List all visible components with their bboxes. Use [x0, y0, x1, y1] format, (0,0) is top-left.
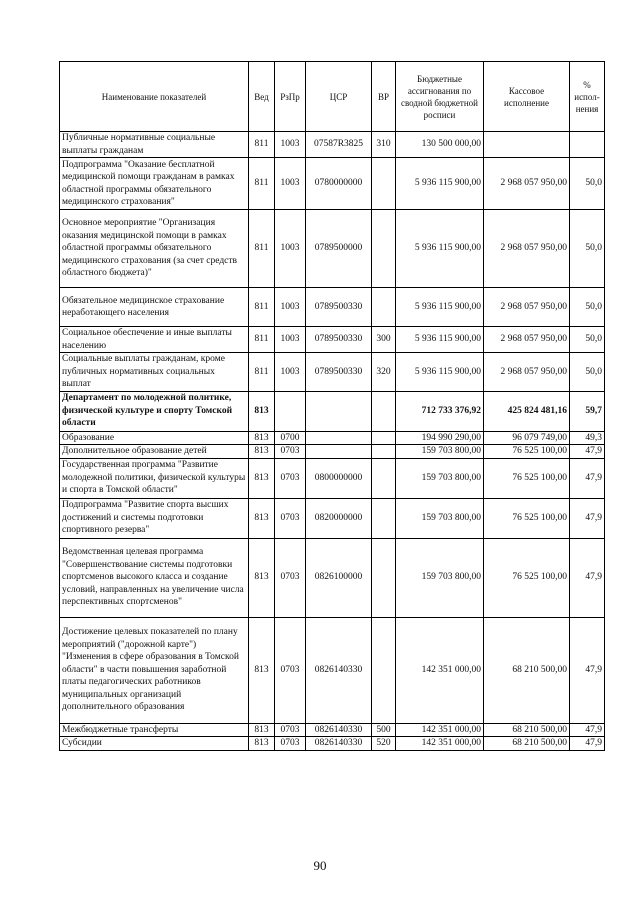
cell-rzpr: 0700 — [275, 431, 306, 445]
cell-vr: 520 — [372, 737, 396, 751]
cell-csr: 0826140330 — [306, 617, 372, 723]
cell-name: Социальное обеспечение и иные выплаты населению — [60, 327, 249, 353]
cell-pct: 47,9 — [570, 737, 605, 751]
cell-vr — [372, 431, 396, 445]
cell-ved: 811 — [249, 158, 275, 210]
cell-budget: 142 351 000,00 — [396, 723, 484, 737]
table-row — [60, 498, 605, 538]
cell-csr: 0800000000 — [306, 458, 372, 498]
cell-cash: 76 525 100,00 — [484, 498, 570, 538]
cell-pct: 47,9 — [570, 445, 605, 459]
cell-vr: 500 — [372, 723, 396, 737]
cell-rzpr: 0703 — [275, 458, 306, 498]
cell-budget: 159 703 800,00 — [396, 498, 484, 538]
cell-ved: 813 — [249, 391, 275, 431]
header-name: Наименование показателей — [60, 62, 249, 132]
cell-cash: 2 968 057 950,00 — [484, 158, 570, 210]
cell-name: Достижение целевых показателей по плану мероприятий ("дорожной карте") "Изменения в сфере образования в Томской области" в части повышения заработной платы педагогических работников муниципальных организаций дополнительного образования — [60, 617, 249, 723]
cell-name: Образование — [60, 431, 249, 445]
cell-name: Социальные выплаты гражданам, кроме публичных нормативных социальных выплат — [60, 353, 249, 392]
budget-execution-table — [59, 61, 605, 751]
cell-csr: 0780000000 — [306, 158, 372, 210]
cell-name: Субсидии — [60, 737, 249, 751]
cell-vr — [372, 458, 396, 498]
cell-rzpr: 0703 — [275, 723, 306, 737]
page-number: 90 — [313, 858, 327, 873]
cell-cash: 76 525 100,00 — [484, 445, 570, 459]
cell-cash: 76 525 100,00 — [484, 538, 570, 617]
cell-name: Ведомственная целевая программа "Совершенствование системы подготовки спортсменов высокого класса и создание условий, направленных на увеличение числа перспективных спортсменов" — [60, 538, 249, 617]
cell-ved: 813 — [249, 458, 275, 498]
table-row — [60, 132, 605, 158]
table-row — [60, 288, 605, 327]
cell-budget: 142 351 000,00 — [396, 617, 484, 723]
cell-vr — [372, 617, 396, 723]
table-row — [60, 391, 605, 431]
cell-csr: 0789500330 — [306, 353, 372, 392]
cell-pct: 47,9 — [570, 498, 605, 538]
cell-rzpr: 0703 — [275, 538, 306, 617]
cell-vr — [372, 391, 396, 431]
table-row — [60, 158, 605, 210]
cell-ved: 813 — [249, 498, 275, 538]
cell-cash: 2 968 057 950,00 — [484, 353, 570, 392]
cell-cash: 2 968 057 950,00 — [484, 288, 570, 327]
cell-budget: 5 936 115 900,00 — [396, 353, 484, 392]
cell-name: Межбюджетные трансферты — [60, 723, 249, 737]
cell-pct: 49,3 — [570, 431, 605, 445]
cell-budget: 142 351 000,00 — [396, 737, 484, 751]
table-row — [60, 538, 605, 617]
cell-budget: 5 936 115 900,00 — [396, 158, 484, 210]
table-row — [60, 737, 605, 751]
cell-ved: 813 — [249, 445, 275, 459]
cell-pct: 50,0 — [570, 210, 605, 288]
table-row — [60, 723, 605, 737]
cell-pct: 47,9 — [570, 723, 605, 737]
cell-vr: 320 — [372, 353, 396, 392]
cell-name: Департамент по молодежной политике, физической культуре и спорту Томской области — [60, 391, 249, 431]
cell-pct: 50,0 — [570, 353, 605, 392]
cell-name: Основное мероприятие "Организация оказания медицинской помощи в рамках областной программы обязательного медицинского страхования (за счет средств областного бюджета)" — [60, 210, 249, 288]
cell-budget: 5 936 115 900,00 — [396, 210, 484, 288]
header-vr: ВР — [372, 62, 396, 132]
cell-ved: 811 — [249, 353, 275, 392]
header-budget: Бюджетные ассигнования по сводной бюджетной росписи — [396, 62, 484, 132]
cell-rzpr: 1003 — [275, 158, 306, 210]
cell-budget: 5 936 115 900,00 — [396, 288, 484, 327]
cell-cash: 425 824 481,16 — [484, 391, 570, 431]
cell-rzpr: 0703 — [275, 445, 306, 459]
cell-pct: 47,9 — [570, 617, 605, 723]
cell-budget: 194 990 290,00 — [396, 431, 484, 445]
cell-vr — [372, 498, 396, 538]
cell-name: Обязательное медицинское страхование неработающего населения — [60, 288, 249, 327]
table-body — [60, 132, 605, 751]
cell-vr — [372, 158, 396, 210]
cell-rzpr: 1003 — [275, 327, 306, 353]
table-row — [60, 353, 605, 392]
cell-budget: 5 936 115 900,00 — [396, 327, 484, 353]
cell-pct: 50,0 — [570, 327, 605, 353]
cell-rzpr: 0703 — [275, 617, 306, 723]
cell-ved: 811 — [249, 132, 275, 158]
cell-ved: 813 — [249, 737, 275, 751]
cell-budget: 159 703 800,00 — [396, 458, 484, 498]
cell-csr — [306, 391, 372, 431]
cell-csr: 0789500330 — [306, 288, 372, 327]
table-header-row — [60, 62, 605, 132]
cell-rzpr: 0703 — [275, 498, 306, 538]
cell-ved: 813 — [249, 431, 275, 445]
cell-vr — [372, 445, 396, 459]
cell-name: Дополнительное образование детей — [60, 445, 249, 459]
cell-ved: 811 — [249, 288, 275, 327]
table-row — [60, 431, 605, 445]
cell-csr — [306, 445, 372, 459]
cell-csr: 0789500330 — [306, 327, 372, 353]
cell-cash: 68 210 500,00 — [484, 617, 570, 723]
cell-pct: 47,9 — [570, 538, 605, 617]
cell-csr: 0826100000 — [306, 538, 372, 617]
cell-ved: 811 — [249, 210, 275, 288]
cell-name: Подпрограмма "Оказание бесплатной медицинской помощи гражданам в рамках областной программы обязательного медицинского страхования" — [60, 158, 249, 210]
cell-vr — [372, 538, 396, 617]
cell-pct — [570, 132, 605, 158]
table-row — [60, 617, 605, 723]
cell-ved: 813 — [249, 617, 275, 723]
cell-csr: 0826140330 — [306, 723, 372, 737]
cell-csr: 0826140330 — [306, 737, 372, 751]
cell-csr — [306, 431, 372, 445]
cell-ved: 811 — [249, 327, 275, 353]
cell-ved: 813 — [249, 538, 275, 617]
header-pct: % испол-нения — [570, 62, 605, 132]
cell-name: Публичные нормативные социальные выплаты гражданам — [60, 132, 249, 158]
header-csr: ЦСР — [306, 62, 372, 132]
table-row — [60, 210, 605, 288]
table-row — [60, 445, 605, 459]
cell-cash: 2 968 057 950,00 — [484, 210, 570, 288]
cell-csr: 0789500000 — [306, 210, 372, 288]
cell-cash: 68 210 500,00 — [484, 723, 570, 737]
cell-budget: 159 703 800,00 — [396, 538, 484, 617]
cell-cash: 68 210 500,00 — [484, 737, 570, 751]
cell-budget: 159 703 800,00 — [396, 445, 484, 459]
cell-csr: 07587R3825 — [306, 132, 372, 158]
cell-csr: 0820000000 — [306, 498, 372, 538]
cell-pct: 47,9 — [570, 458, 605, 498]
cell-cash — [484, 132, 570, 158]
cell-vr — [372, 210, 396, 288]
cell-rzpr: 1003 — [275, 210, 306, 288]
cell-rzpr: 0703 — [275, 737, 306, 751]
cell-name: Государственная программа "Развитие молодежной политики, физической культуры и спорта в Томской области" — [60, 458, 249, 498]
cell-ved: 813 — [249, 723, 275, 737]
header-ved: Вед — [249, 62, 275, 132]
cell-rzpr: 1003 — [275, 353, 306, 392]
header-cash: Кассовое исполнение — [484, 62, 570, 132]
cell-rzpr — [275, 391, 306, 431]
cell-name: Подпрограмма "Развитие спорта высших достижений и системы подготовки спортивного резерва" — [60, 498, 249, 538]
table-row — [60, 458, 605, 498]
cell-rzpr: 1003 — [275, 288, 306, 327]
cell-cash: 96 079 749,00 — [484, 431, 570, 445]
cell-vr — [372, 288, 396, 327]
cell-vr: 300 — [372, 327, 396, 353]
cell-pct: 50,0 — [570, 288, 605, 327]
cell-cash: 76 525 100,00 — [484, 458, 570, 498]
table-row — [60, 327, 605, 353]
cell-vr: 310 — [372, 132, 396, 158]
cell-pct: 59,7 — [570, 391, 605, 431]
cell-budget: 130 500 000,00 — [396, 132, 484, 158]
cell-cash: 2 968 057 950,00 — [484, 327, 570, 353]
cell-rzpr: 1003 — [275, 132, 306, 158]
cell-pct: 50,0 — [570, 158, 605, 210]
cell-budget: 712 733 376,92 — [396, 391, 484, 431]
header-rzpr: РзПр — [275, 62, 306, 132]
